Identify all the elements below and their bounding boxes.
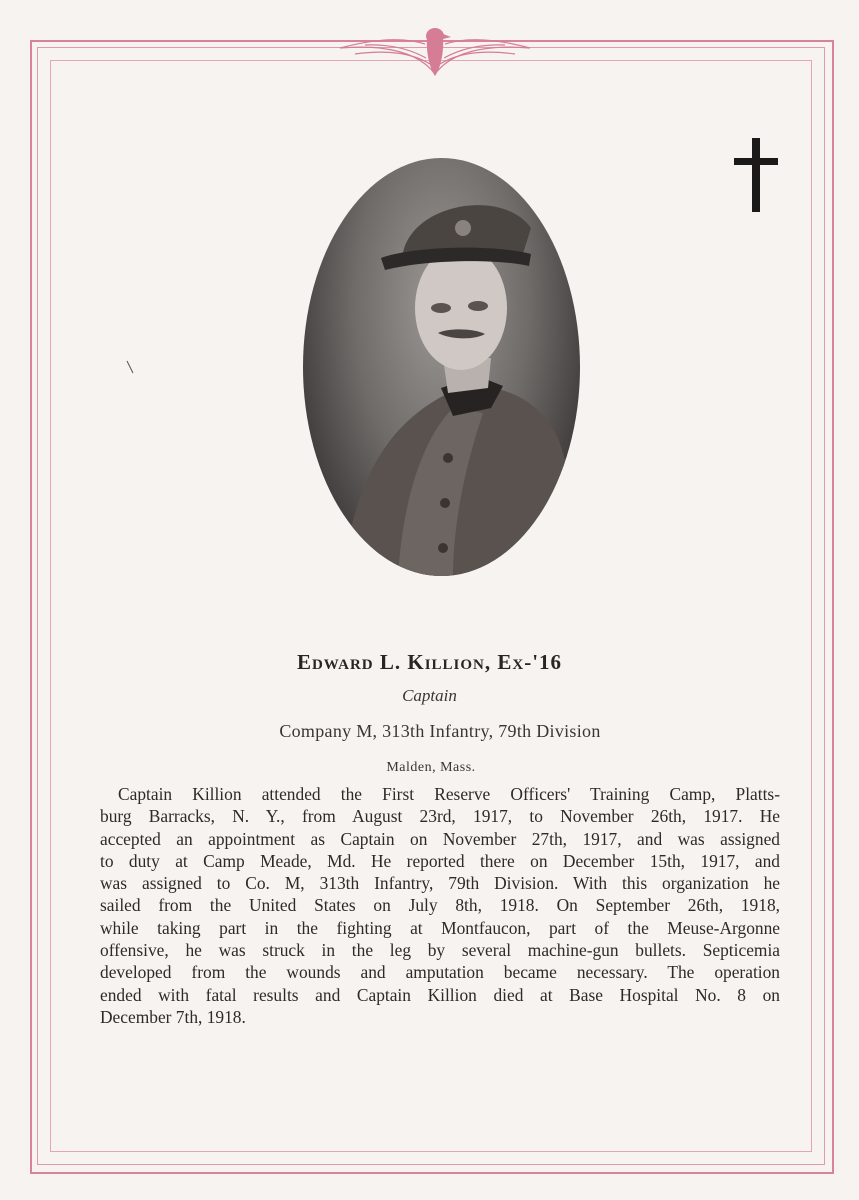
soldier-name: Edward L. Killion, Ex-'16: [296, 650, 563, 674]
biography-paragraph: [100, 783, 780, 1028]
biography-line: to duty at Camp Meade, Md. He reported there on December 15th, 1917, and: [100, 850, 780, 871]
cross-icon: [728, 134, 784, 214]
biography-line: Captain Killion attended the First Reserve Officers' Training Camp, Platts-: [118, 784, 780, 804]
biography-line: sailed from the United States on July 8th, 1918. On September 26th, 1918,: [100, 895, 780, 916]
officer-portrait-image: [303, 158, 580, 576]
soldier-unit: Company M, 313th Infantry, 79th Division: [279, 721, 601, 741]
biography-line: developed from the wounds and amputation became necessary. The operation: [100, 962, 780, 983]
stray-mark: [126, 360, 134, 374]
biography-line: while taking part in the fighting at Montfaucon, part of the Meuse-Argonne: [100, 917, 780, 938]
soldier-rank: Captain: [402, 686, 457, 705]
eagle-ornament: [330, 14, 540, 84]
biography-line: burg Barracks, N. Y., from August 23rd, 1917, to November 26th, 1917. He: [100, 806, 780, 827]
biography-line: was assigned to Co. M, 313th Infantry, 79th Division. With this organization he: [100, 873, 780, 894]
biography-line: December 7th, 1918.: [100, 1006, 246, 1027]
biography-line: ended with fatal results and Captain Killion died at Base Hospital No. 8 on: [100, 984, 780, 1005]
biography-line: accepted an appointment as Captain on November 27th, 1917, and was assigned: [100, 828, 780, 849]
portrait-photo: [303, 158, 580, 576]
soldier-hometown: Malden, Mass.: [386, 760, 476, 775]
biography-line: offensive, he was struck in the leg by several machine-gun bullets. Septicemia: [100, 940, 780, 961]
